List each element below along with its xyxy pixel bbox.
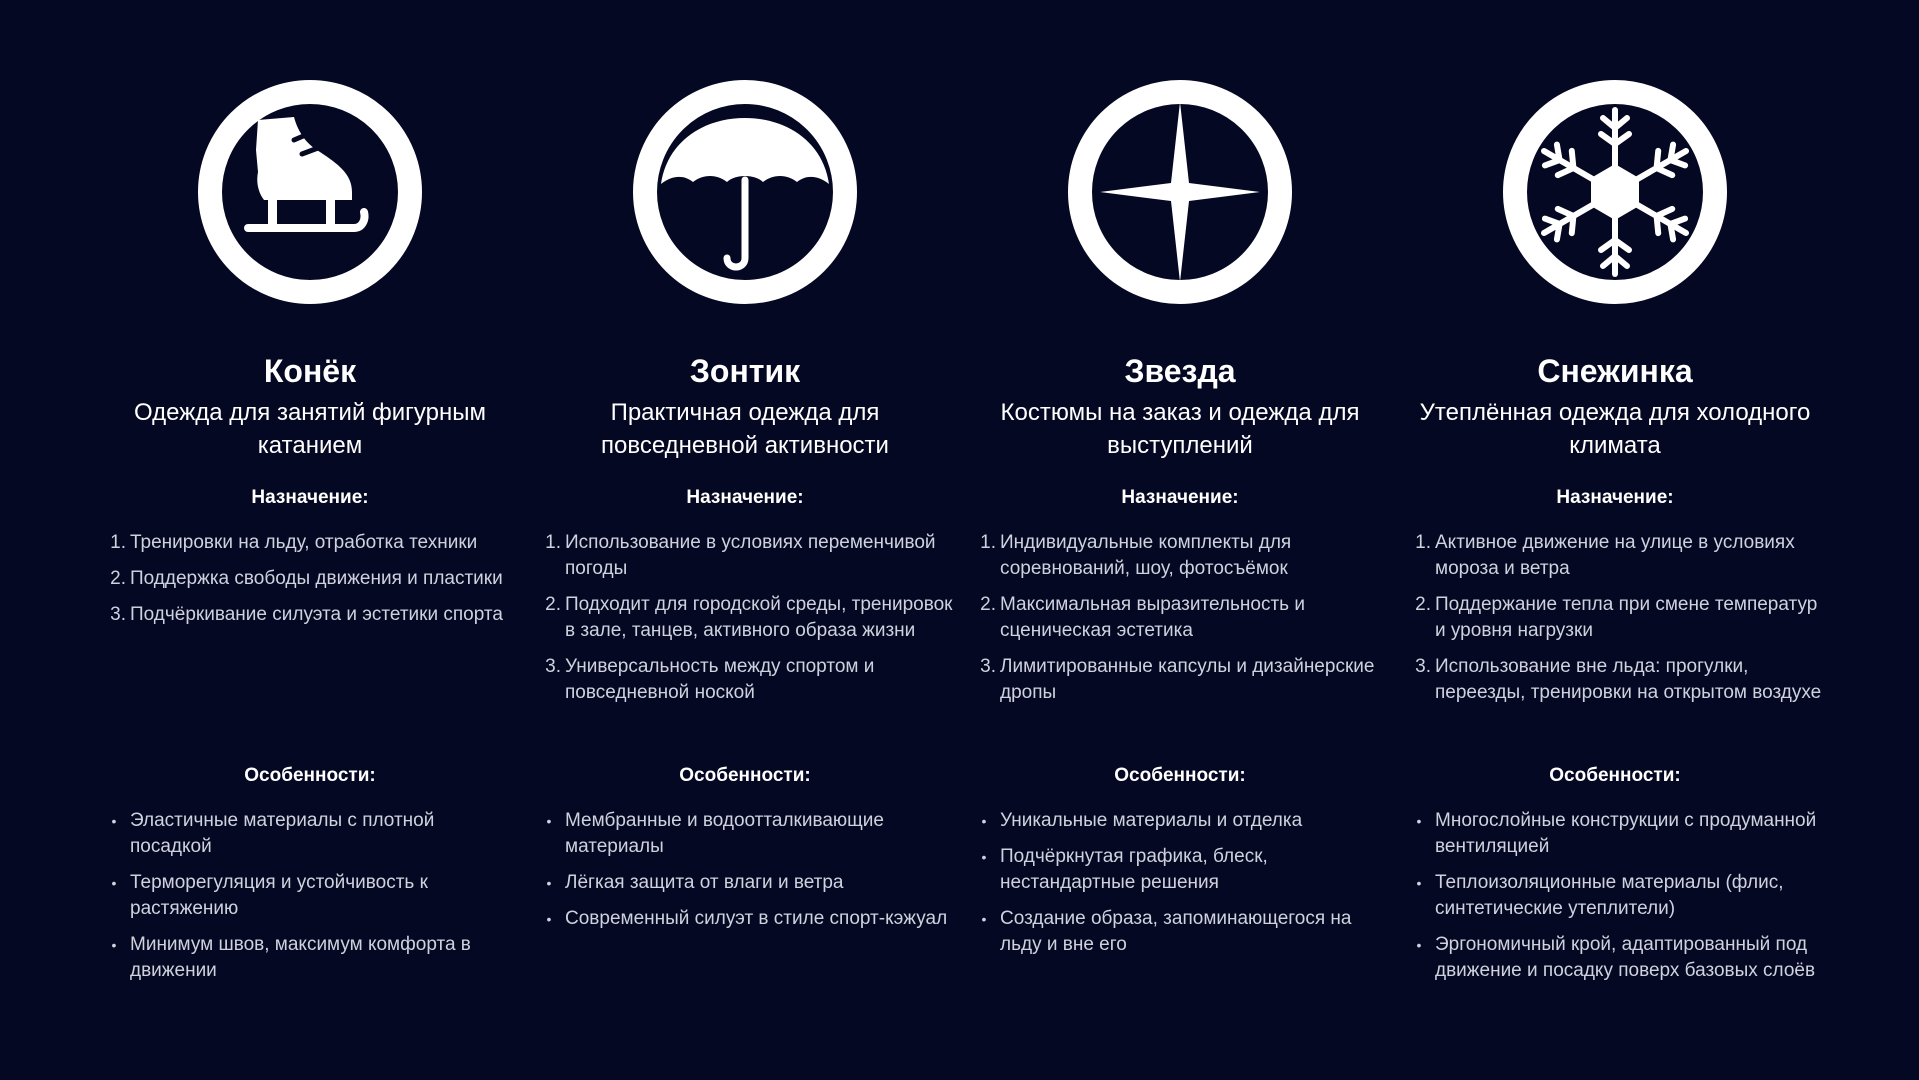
list-item: 2. Подходит для городской среды, тренировок в зале, танцев, активного образа жизни: [545, 594, 953, 641]
features-list: [1405, 808, 1825, 994]
list-item: • Многослойные конструкции с продуманной вентиляцией: [1416, 810, 1817, 857]
list-item: 2. Поддержка свободы движения и пластики: [110, 568, 503, 589]
list-item: 1. Активное движение на улице в условиях мороза и ветра: [1415, 532, 1795, 579]
features-list: [100, 808, 520, 994]
category-title: Звезда: [1124, 353, 1236, 389]
list-item: • Эргономичный крой, адаптированный под движение и посадку поверх базовых слоёв: [1416, 934, 1816, 981]
category-column-umbrella: [535, 0, 955, 1080]
category-column-snowflake: [1405, 0, 1825, 1080]
list-item: • Лёгкая защита от влаги и ветра: [546, 872, 844, 893]
category-column-skate: [100, 0, 520, 1080]
list-item: • Эластичные материалы с плотной посадкой: [111, 810, 435, 857]
category-subtitle: Утеплённая одежда для холодного климата: [1419, 399, 1811, 459]
list-item: 2. Максимальная выразительность и сценическая эстетика: [980, 594, 1305, 641]
list-item: 3. Использование вне льда: прогулки, переезды, тренировки на открытом воздухе: [1415, 656, 1822, 703]
purpose-list: [1405, 530, 1825, 716]
category-title: Зонтик: [689, 353, 801, 389]
purpose-list: [100, 530, 520, 638]
category-column-star: [970, 0, 1390, 1080]
purpose-heading: Назначение:: [686, 487, 804, 508]
features-heading: Особенности:: [1114, 765, 1246, 786]
snowflake-icon: [1503, 80, 1727, 304]
list-item: 1. Тренировки на льду, отработка техники: [110, 532, 478, 553]
category-title: Конёк: [263, 353, 357, 389]
list-item: 1. Использование в условиях переменчивой погоды: [545, 532, 936, 579]
list-item: • Теплоизоляционные материалы (флис, синтетические утеплители): [1416, 872, 1784, 919]
purpose-heading: Назначение:: [1556, 487, 1674, 508]
list-item: • Современный силуэт в стиле спорт-кэжуал: [546, 908, 948, 929]
list-item: 3. Подчёркивание силуэта и эстетики спорта: [110, 604, 503, 625]
features-list: [970, 808, 1390, 968]
umbrella-icon: [633, 80, 857, 304]
list-item: 2. Поддержание тепла при смене температур и уровня нагрузки: [1415, 594, 1818, 641]
list-item: 3. Универсальность между спортом и повседневной ноской: [545, 656, 875, 703]
list-item: 3. Лимитированные капсулы и дизайнерские дропы: [980, 656, 1375, 703]
category-title: Снежинка: [1537, 353, 1693, 389]
features-heading: Особенности:: [244, 765, 376, 786]
star-icon: [1068, 80, 1292, 304]
list-item: • Мембранные и водоотталкивающие материалы: [546, 810, 884, 857]
purpose-heading: Назначение:: [251, 487, 369, 508]
skate-icon: [198, 80, 422, 304]
purpose-list: [970, 530, 1390, 716]
features-list: [535, 808, 955, 942]
list-item: 1. Индивидуальные комплекты для соревнований, шоу, фотосъёмок: [980, 532, 1292, 579]
list-item: • Минимум швов, максимум комфорта в движении: [111, 934, 471, 981]
list-item: • Подчёркнутая графика, блеск, нестандартные решения: [981, 846, 1268, 893]
category-subtitle: Практичная одежда для повседневной активности: [601, 399, 889, 459]
purpose-list: [535, 530, 955, 716]
features-heading: Особенности:: [679, 765, 811, 786]
list-item: • Создание образа, запоминающегося на льду и вне его: [981, 908, 1352, 955]
category-subtitle: Костюмы на заказ и одежда для выступлений: [1000, 399, 1360, 459]
list-item: • Уникальные материалы и отделка: [981, 810, 1303, 831]
purpose-heading: Назначение:: [1121, 487, 1239, 508]
list-item: • Терморегуляция и устойчивость к растяжению: [111, 872, 428, 919]
category-subtitle: Одежда для занятий фигурным катанием: [133, 399, 487, 459]
features-heading: Особенности:: [1549, 765, 1681, 786]
